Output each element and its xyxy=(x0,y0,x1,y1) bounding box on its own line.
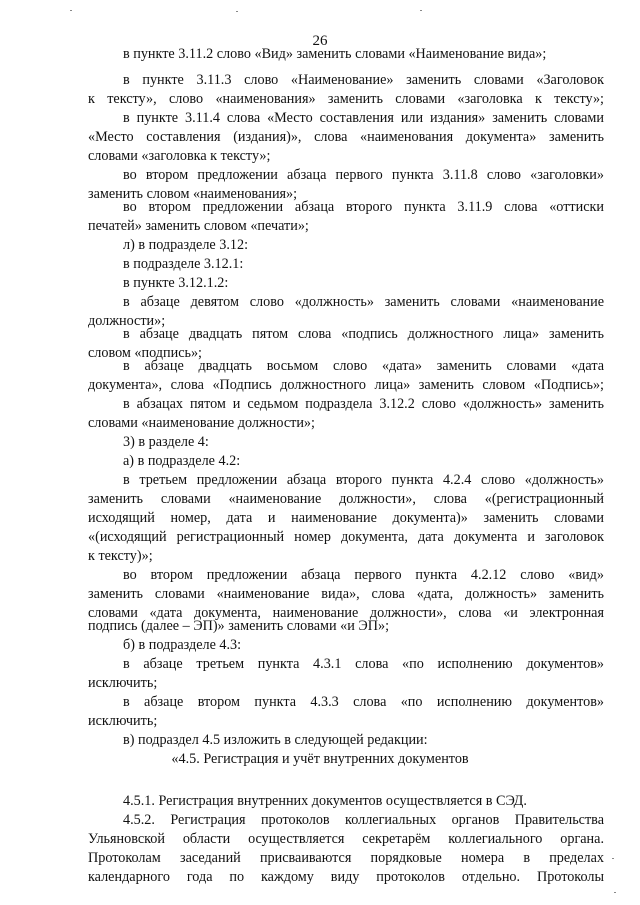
text-line: исключить; xyxy=(88,675,158,691)
text-line: в абзаце третьем пункта 4.3.1 слова «по исполнению документов» xyxy=(123,656,604,672)
text-line: словами «заголовка к тексту»; xyxy=(88,148,271,164)
text-line: в абзаце двадцать восьмом слово «дата» заменить словами «дата xyxy=(123,358,604,374)
text-line: к тексту)»; xyxy=(88,548,153,564)
text-line: в третьем предложении абзаца второго пункта 4.2.4 слово «должность» xyxy=(123,472,604,488)
text-line: 3) в разделе 4: xyxy=(123,434,209,450)
text-line: заменить словами «наименование вида», слова «дата, должность» заменить xyxy=(88,586,604,602)
page-number: 26 xyxy=(312,33,328,49)
text-line: в абзацах пятом и седьмом подраздела 3.12.2 слово «должность» заменить xyxy=(123,396,604,412)
text-line: «Место составления (издания)», слова «наименования документа» заменить xyxy=(88,129,604,145)
text-line: б) в подразделе 4.3: xyxy=(123,637,242,653)
section-heading: «4.5. Регистрация и учёт внутренних документов xyxy=(171,751,469,767)
text-line: Протоколам заседаний присваиваются порядковые номера в пределах xyxy=(88,850,604,866)
text-line: 4.5.2. Регистрация протоколов коллегиальных органов Правительства xyxy=(123,812,604,828)
text-line: словами «наименование должности»; xyxy=(88,415,315,431)
text-line: «(исходящий регистрационный номер документа, дата документа и заголовок xyxy=(88,529,604,545)
scan-speck xyxy=(614,892,616,893)
text-line: в абзаце двадцать пятом слова «подпись должностного лица» заменить xyxy=(123,326,604,342)
text-line: в пункте 3.11.4 слова «Место составления или издания» заменить словами xyxy=(123,110,604,126)
text-line: во втором предложении абзаца первого пункта 4.2.12 слово «вид» xyxy=(123,567,604,583)
scan-speck xyxy=(70,10,72,11)
text-line: Ульяновской области осуществляется секретарём коллегиального органа. xyxy=(88,831,604,847)
text-line: в абзаце втором пункта 4.3.3 слова «по исполнению документов» xyxy=(123,694,604,710)
text-line: печатей» заменить словом «печати»; xyxy=(88,218,309,234)
text-line: во втором предложении абзаца первого пункта 3.11.8 слово «заголовки» xyxy=(123,167,604,183)
text-line: должности»; xyxy=(88,313,166,329)
scan-speck xyxy=(420,10,422,11)
text-line: календарного года по каждому виду протоколов отдельно. Протоколы xyxy=(88,869,604,885)
text-line: заменить словом «наименования»; xyxy=(88,186,298,202)
text-line: словами «дата документа, наименование должности», слова «и электронная xyxy=(88,605,604,621)
text-line: в подразделе 3.12.1: xyxy=(123,256,244,272)
scan-speck xyxy=(612,858,614,859)
text-line: в абзаце девятом слово «должность» заменить словами «наименование xyxy=(123,294,604,310)
text-line: 4.5.1. Регистрация внутренних документов осуществляется в СЭД. xyxy=(123,793,527,809)
text-line: в) подраздел 4.5 изложить в следующей редакции: xyxy=(123,732,428,748)
text-line: заменить словами «наименование должности», слова «(регистрационный xyxy=(88,491,604,507)
text-line: в пункте 3.11.2 слово «Вид» заменить словами «Наименование вида»; xyxy=(123,46,547,62)
text-line: словом «подпись»; xyxy=(88,345,202,361)
text-line: документа», слова «Подпись должностного лица» заменить словом «Подпись»; xyxy=(88,377,604,393)
scan-speck xyxy=(236,11,238,12)
text-line: л) в подразделе 3.12: xyxy=(123,237,249,253)
text-line: к тексту», слово «наименования» заменить словами «заголовка к тексту»; xyxy=(88,91,604,107)
text-line: в пункте 3.11.3 слово «Наименование» заменить словами «Заголовок xyxy=(123,72,604,88)
text-line: во втором предложении абзаца второго пункта 3.11.9 слова «оттиски xyxy=(123,199,604,215)
text-line: исключить; xyxy=(88,713,158,729)
text-line: исходящий номер, дата и наименование документа)» заменить словами xyxy=(88,510,604,526)
text-line: в пункте 3.12.1.2: xyxy=(123,275,229,291)
text-line: а) в подразделе 4.2: xyxy=(123,453,241,469)
text-line: подпись (далее – ЭП)» заменить словами «и ЭП»; xyxy=(88,618,390,634)
